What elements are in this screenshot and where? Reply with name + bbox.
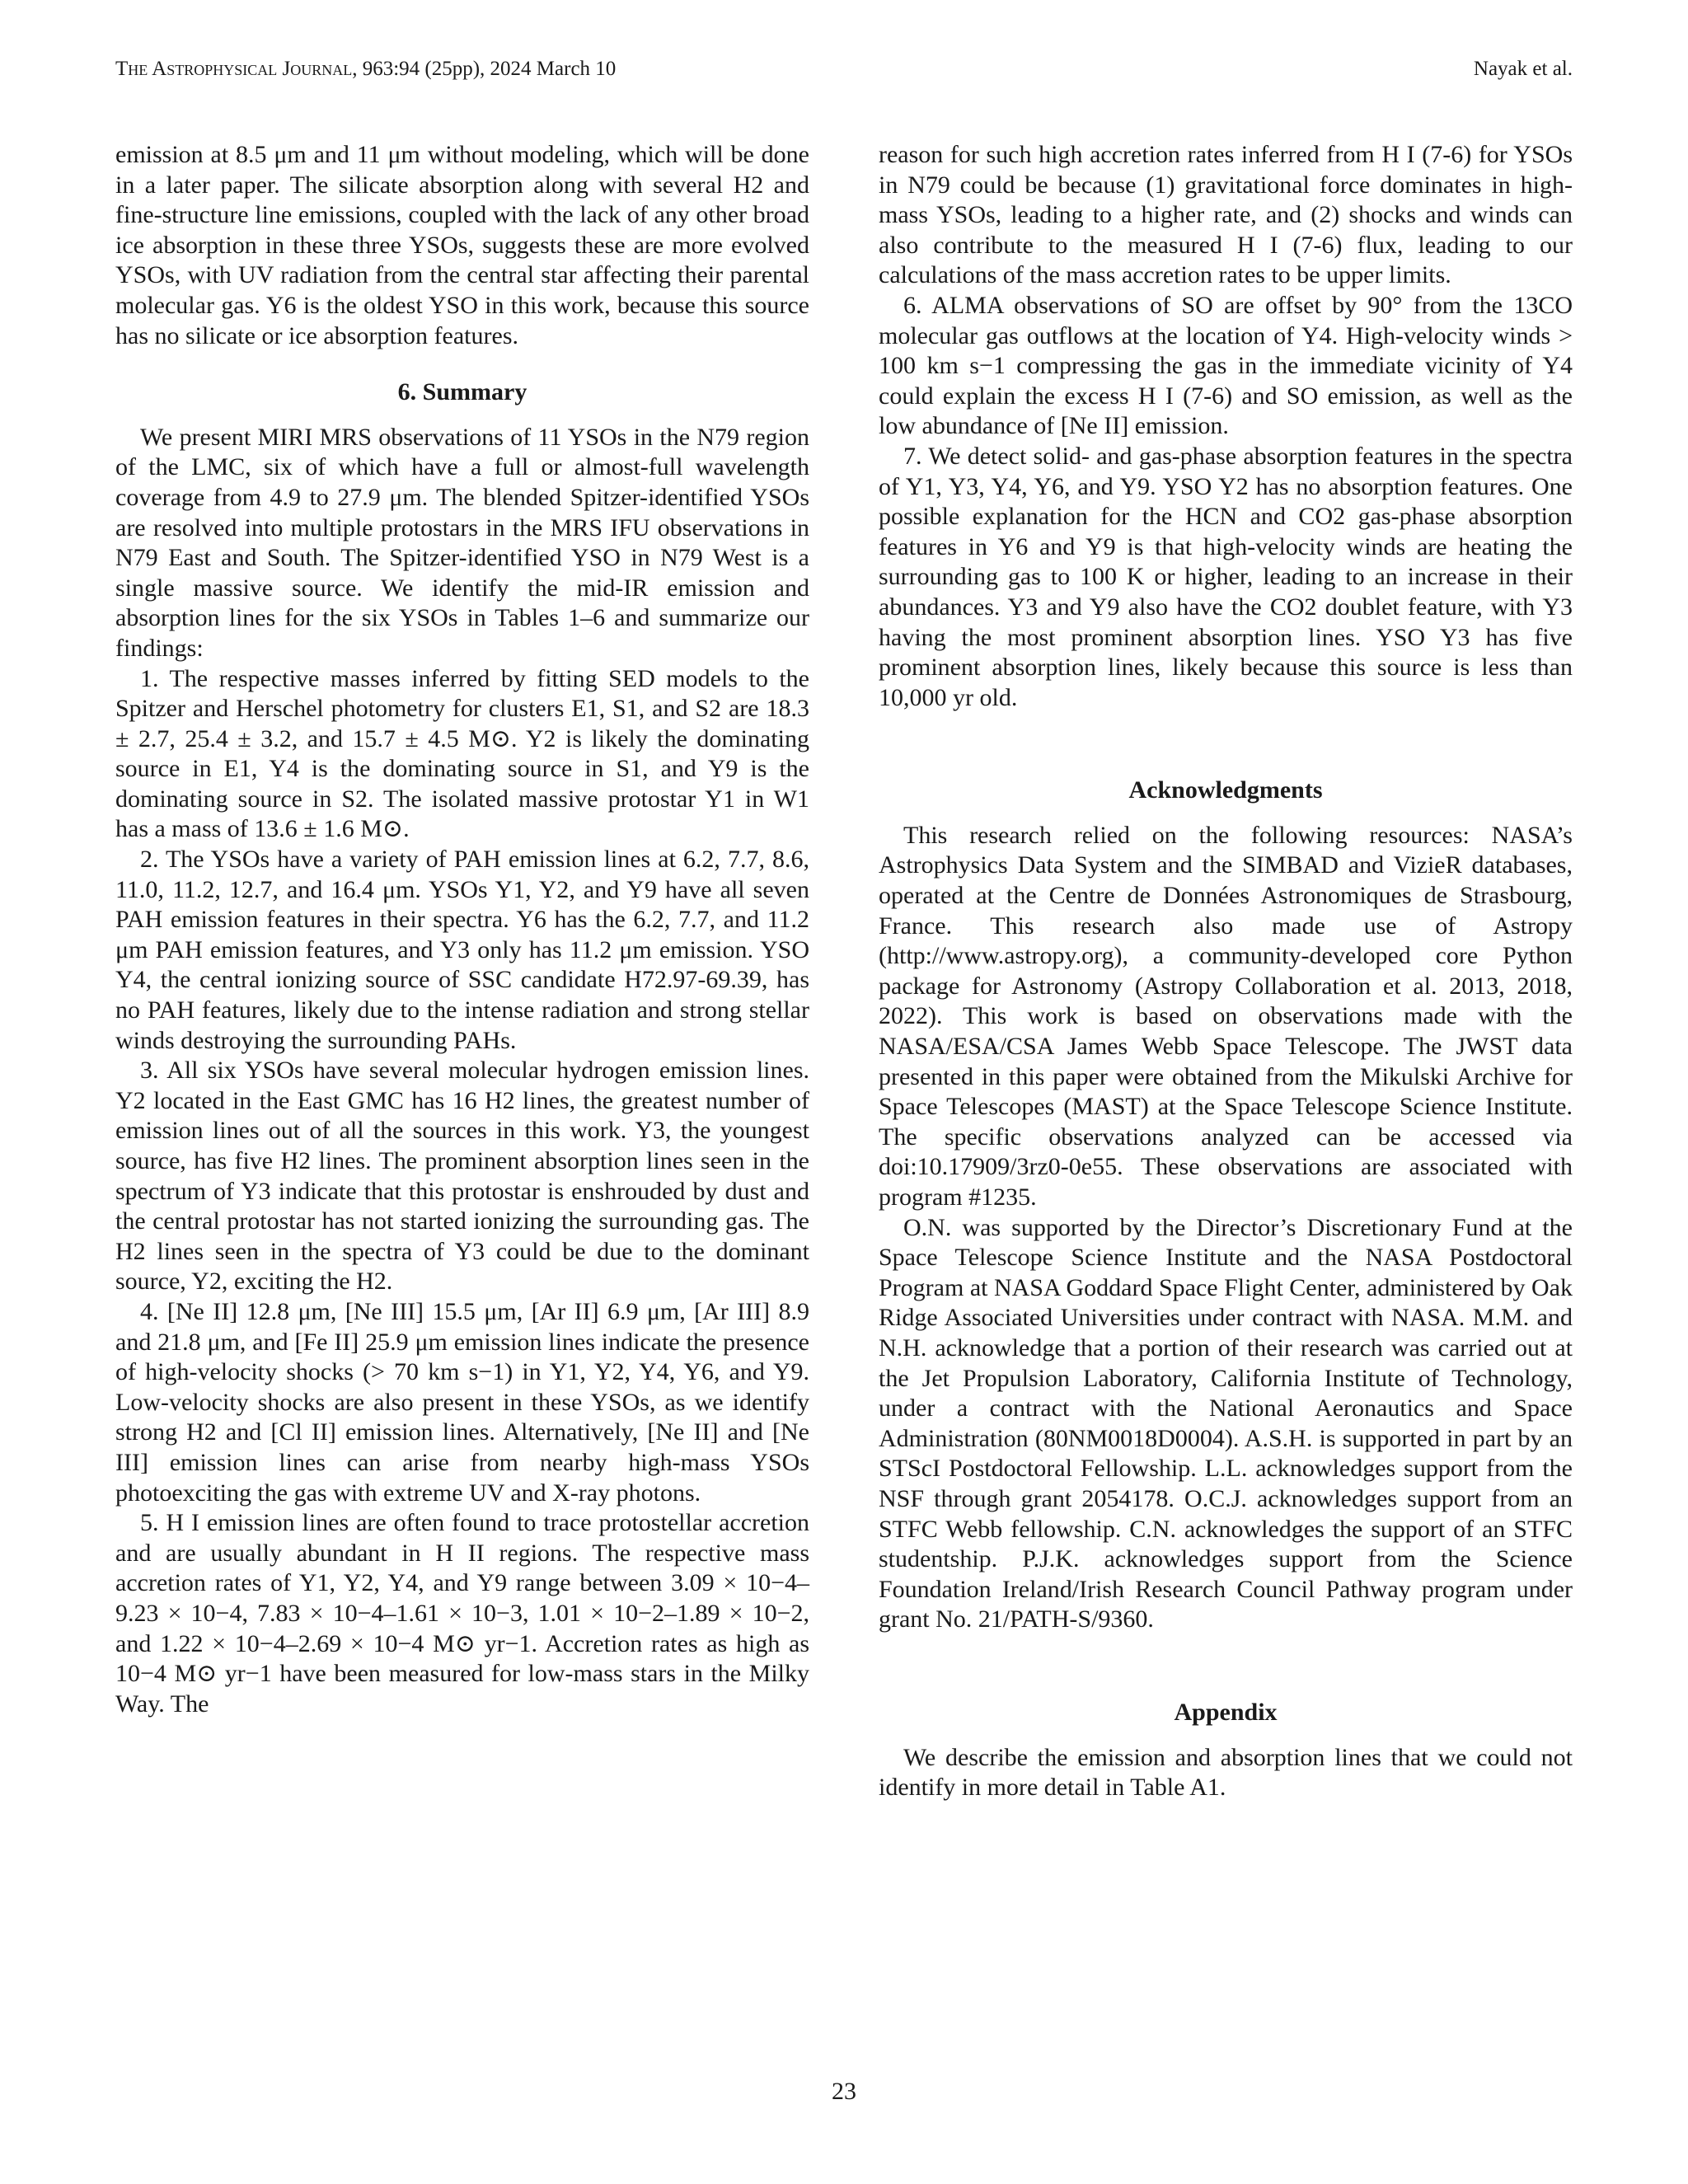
citation: , 963:94 (25pp), 2024 March 10 xyxy=(352,58,617,80)
summary-item-1: 1. The respective masses inferred by fitting SED models to the Spitzer and Herschel photometry for clusters E1, S1, and S2 are 18.3 ± 2.7, 25.4 ± 3.2, and 15.7 ± 4.5 M⊙. Y2 is likely the dominating source in E1, Y4 is the dominating source in S1, and Y9 is the dominating source in S2. The isolated massive protostar Y1 in W1 has a mass of 13.6 ± 1.6 M⊙. xyxy=(115,664,809,843)
appendix-paragraph: We describe the emission and absorption lines that we could not identify in more detail in Table A1. xyxy=(879,1743,1573,1802)
right-column xyxy=(879,140,1573,1803)
summary-item-7: 7. We detect solid- and gas-phase absorption features in the spectra of Y1, Y3, Y4, Y6, and Y9. YSO Y2 has no absorption features. One possible explanation for the HCN and CO2 gas-phase absorption features in Y6 and Y9 is that high-velocity winds are heating the surrounding gas to 100 K or higher, leading to an increase in their abundances. Y3 and Y9 also have the CO2 doublet feature, with Y3 having the most prominent absorption lines. YSO Y3 has five prominent absorption lines, likely because this source is less than 10,000 yr old. xyxy=(879,442,1573,711)
left-column xyxy=(115,140,809,1719)
acknowledgments-paragraph-2: O.N. was supported by the Director’s Discretionary Fund at the Space Telescope Science Institute and the NASA Postdoctoral Program at NASA Goddard Space Flight Center, administered by Oak Ridge Associated Universities under contract with NASA. M.M. and N.H. acknowledge that a portion of their research was carried out at the Jet Propulsion Laboratory, California Institute of Technology, under a contract with the National Aeronautics and Space Administration (80NM0018D0004). A.S.H. is supported in part by an STScI Postdoctoral Fellowship. L.L. acknowledges support from the NSF through grant 2054178. O.C.J. acknowledges support from an STFC Webb fellowship. C.N. acknowledges the support of an STFC studentship. P.J.K. acknowledges support from the Science Foundation Ireland/Irish Research Council Pathway program under grant No. 21/PATH-S/9360. xyxy=(879,1213,1573,1633)
summary-heading: 6. Summary xyxy=(397,378,528,406)
summary-item-6: 6. ALMA observations of SO are offset by 90° from the 13CO molecular gas outflows at the location of Y4. High-velocity winds > 100 km s−1 compressing the gas in the immediate vicinity of Y4 could explain the excess H I (7-6) and SO emission, as well as the low abundance of [Ne II] emission. xyxy=(879,291,1573,440)
acknowledgments-heading: Acknowledgments xyxy=(1128,776,1323,804)
journal-citation xyxy=(115,54,616,84)
author-list: Nayak et al. xyxy=(1473,58,1573,80)
intro-paragraph: emission at 8.5 μm and 11 μm without modeling, which will be done in a later paper. The silicate absorption along with several H2 and fine-structure line emissions, coupled with the lack of any other broad ice absorption in these three YSOs, suggests these are more evolved YSOs, with UV radiation from the central star affecting their parental molecular gas. Y6 is the oldest YSO in this work, because this source has no silicate or ice absorption features. xyxy=(115,141,809,349)
appendix-heading: Appendix xyxy=(1174,1698,1278,1726)
page-number: 23 xyxy=(832,2078,856,2105)
summary-paragraph: We present MIRI MRS observations of 11 YSOs in the N79 region of the LMC, six of which have a full or almost-full wavelength coverage from 4.9 to 27.9 μm. The blended Spitzer-identified YSOs are resolved into multiple protostars in the MRS IFU observations in N79 East and South. The Spitzer-identified YSO in N79 West is a single massive source. We identify the mid-IR emission and absorption lines for the six YSOs in Tables 1–6 and summarize our findings: xyxy=(115,423,809,662)
running-header xyxy=(115,54,1573,84)
summary-item-3: 3. All six YSOs have several molecular hydrogen emission lines. Y2 located in the East GMC has 16 H2 lines, the greatest number of emission lines out of all the sources in this work. Y3, the youngest source, has five H2 lines. The prominent absorption lines seen in the spectrum of Y3 indicate that this protostar is enshrouded by dust and the central protostar has not started ionizing the surrounding gas. The H2 lines seen in the spectra of Y3 could be due to the dominant source, Y2, exciting the H2. xyxy=(115,1057,809,1296)
acknowledgments-paragraph-1: This research relied on the following resources: NASA’s Astrophysics Data System and the SIMBAD and VizieR databases, operated at the Centre de Données Astronomiques de Strasbourg, France. This research also made use of Astropy (http://www.astropy.org), a community-developed core Python package for Astronomy (Astropy Collaboration et al. 2013, 2018, 2022). This work is based on observations made with the NASA/ESA/CSA James Webb Space Telescope. The JWST data presented in this paper were obtained from the Mikulski Archive for Space Telescopes (MAST) at the Space Telescope Science Institute. The specific observations analyzed can be accessed via doi:10.17909/3rz0-0e55. These observations are associated with program #1235. xyxy=(879,821,1573,1211)
summary-item-5: 5. H I emission lines are often found to trace protostellar accretion and are usually abundant in H II regions. The respective mass accretion rates of Y1, Y2, Y4, and Y9 range between 3.09 × 10−4–9.23 × 10−4, 7.83 × 10−4–1.61 × 10−3, 1.01 × 10−2–1.89 × 10−2, and 1.22 × 10−4–2.69 × 10−4 M⊙ yr−1. Accretion rates as high as 10−4 M⊙ yr−1 have been measured for low-mass stars in the Milky Way. The xyxy=(115,1509,809,1718)
summary-item-4: 4. [Ne II] 12.8 μm, [Ne III] 15.5 μm, [Ar II] 6.9 μm, [Ar III] 8.9 and 21.8 μm, and [Fe II] 25.9 μm emission lines indicate the presence of high-velocity shocks (> 70 km s−1) in Y1, Y2, Y4, Y6, and Y9. Low-velocity shocks are also present in these YSOs, as we identify strong H2 and [Cl II] emission lines. Alternatively, [Ne II] and [Ne III] emission lines can arise from nearby high-mass YSOs photoexciting the gas with extreme UV and X-ray photons. xyxy=(115,1297,809,1507)
summary-item-2: 2. The YSOs have a variety of PAH emission lines at 6.2, 7.7, 8.6, 11.0, 11.2, 12.7, and 16.4 μm. YSOs Y1, Y2, and Y9 have all seven PAH emission features in their spectra. Y6 has the 6.2, 7.7, and 11.2 μm PAH emission features, and Y3 only has 11.2 μm emission. YSO Y4, the central ionizing source of SSC candidate H72.97-69.39, has no PAH features, likely due to the intense radiation and strong stellar winds destroying the surrounding PAHs. xyxy=(115,846,809,1054)
summary-item-5-continued: reason for such high accretion rates inferred from H I (7-6) for YSOs in N79 could be because (1) gravitational force dominates in high-mass YSOs, leading to a higher rate, and (2) shocks and winds can also contribute to the measured H I (7-6) flux, leading to our calculations of the mass accretion rates to be upper limits. xyxy=(879,141,1573,289)
journal-name: The Astrophysical Journal xyxy=(115,58,353,80)
